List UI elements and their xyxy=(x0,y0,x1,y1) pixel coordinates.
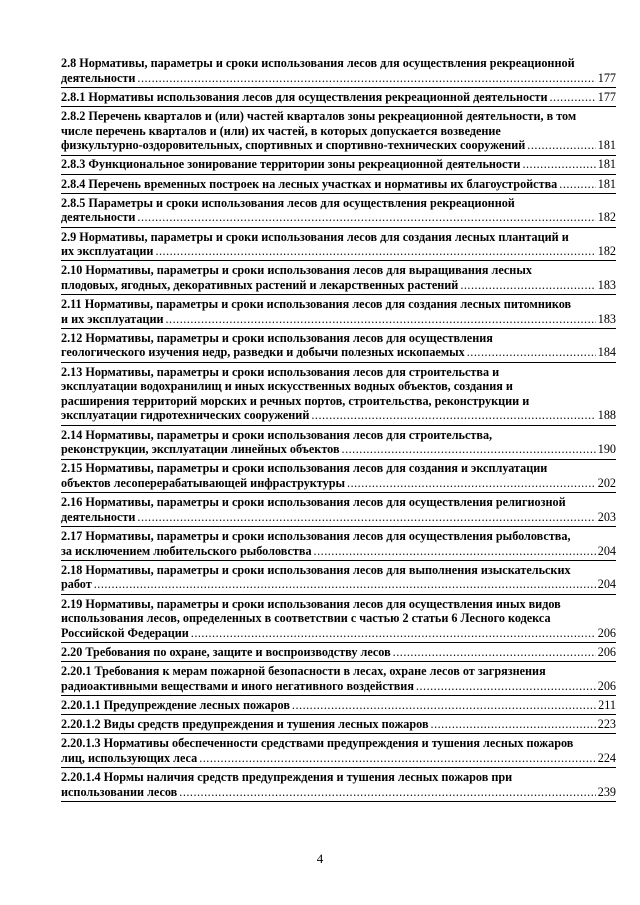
toc-entry[interactable] xyxy=(61,196,616,225)
toc-entry[interactable] xyxy=(61,736,616,765)
entry-divider xyxy=(61,714,616,715)
entry-divider xyxy=(61,294,616,295)
toc-page-number: 206 xyxy=(597,625,616,640)
entry-divider xyxy=(61,260,616,261)
toc-entry[interactable] xyxy=(61,664,616,693)
toc-entry[interactable] xyxy=(61,157,616,172)
dot-leader xyxy=(137,71,595,86)
toc-entry[interactable] xyxy=(61,428,616,457)
toc-entry-line: числе перечень кварталов и (или) их частей, в которых допускается возведение xyxy=(61,123,501,138)
toc-entry-line: радиоактивными веществами и иного негативного воздействия xyxy=(61,678,414,693)
dot-leader xyxy=(199,751,596,766)
entry-divider xyxy=(61,174,616,175)
dot-leader xyxy=(431,717,596,732)
entry-divider xyxy=(61,155,616,156)
toc-entry[interactable] xyxy=(61,770,616,799)
toc-entry-line: 2.8.1 Нормативы использования лесов для осуществления рекреационной деятельности xyxy=(61,89,548,104)
toc-entry-line: лиц, использующих леса xyxy=(61,750,198,765)
toc-entry-line: работ xyxy=(61,577,92,592)
dot-leader xyxy=(191,626,596,641)
dot-leader xyxy=(94,577,596,592)
dot-leader xyxy=(416,679,596,694)
toc-page-number: 206 xyxy=(597,678,616,693)
toc-entry[interactable] xyxy=(61,698,616,713)
toc-entry-line: 2.8 Нормативы, параметры и сроки использования лесов для осуществления рекреационной xyxy=(61,56,575,70)
entry-divider xyxy=(61,106,616,107)
entry-divider xyxy=(61,425,616,426)
dot-leader xyxy=(522,157,595,172)
entry-divider xyxy=(61,227,616,228)
toc-page-number: 182 xyxy=(597,244,616,259)
toc-entry-line: 2.19 Нормативы, параметры и сроки использования лесов для осуществления иных видов xyxy=(61,596,561,611)
toc-entry[interactable] xyxy=(61,263,616,292)
entry-divider xyxy=(61,328,616,329)
toc-entry-line: 2.11 Нормативы, параметры и сроки использования лесов для создания лесных питомников xyxy=(61,297,572,312)
toc-page-number: 188 xyxy=(597,408,616,423)
toc-page-number: 177 xyxy=(597,89,616,104)
toc-entry[interactable] xyxy=(61,461,616,490)
table-of-contents xyxy=(61,56,616,804)
dot-leader xyxy=(179,785,595,800)
toc-page-number: 177 xyxy=(597,70,616,85)
toc-page-number: 239 xyxy=(597,784,616,799)
entry-divider xyxy=(61,642,616,643)
toc-page-number: 204 xyxy=(597,543,616,558)
toc-entry-line: 2.20.1.4 Нормы наличия средств предупреждения и тушения лесных пожаров при xyxy=(61,770,513,784)
toc-entry[interactable] xyxy=(61,495,616,524)
entry-divider xyxy=(61,560,616,561)
toc-entry-line: 2.15 Нормативы, параметры и сроки использования лесов для создания и эксплуатации xyxy=(61,461,548,476)
toc-entry-line: физкультурно-оздоровительных, спортивных и спортивно-технических сооружений xyxy=(61,138,526,153)
toc-entry[interactable] xyxy=(61,597,616,641)
dot-leader xyxy=(347,476,596,491)
dot-leader xyxy=(393,645,596,660)
toc-entry[interactable] xyxy=(61,529,616,558)
toc-page-number: 183 xyxy=(597,277,616,292)
entry-divider xyxy=(61,87,616,88)
toc-entry[interactable] xyxy=(61,90,616,105)
toc-page-number: 211 xyxy=(598,697,616,712)
toc-entry-line: эксплуатации водохранилищ и иных искусственных водных объектов, создания и xyxy=(61,379,513,394)
dot-leader xyxy=(166,312,596,327)
toc-entry[interactable] xyxy=(61,331,616,360)
toc-entry[interactable] xyxy=(61,365,616,423)
toc-page-number: 184 xyxy=(597,345,616,360)
toc-entry-line: 2.20 Требования по охране, защите и воспроизводству лесов xyxy=(61,644,391,659)
toc-entry[interactable] xyxy=(61,230,616,259)
dot-leader xyxy=(460,278,595,293)
toc-entry[interactable] xyxy=(61,717,616,732)
toc-entry[interactable] xyxy=(61,109,616,153)
dot-leader xyxy=(137,210,595,225)
entry-divider xyxy=(61,733,616,734)
toc-entry-line: 2.9 Нормативы, параметры и сроки использования лесов для создания лесных плантаций и xyxy=(61,229,569,244)
entry-divider xyxy=(61,801,616,802)
toc-entry-line: 2.10 Нормативы, параметры и сроки использования лесов для выращивания лесных xyxy=(61,263,532,278)
toc-entry-line: 2.14 Нормативы, параметры и сроки использования лесов для строительства, xyxy=(61,427,493,442)
toc-page-number: 181 xyxy=(597,138,616,153)
toc-entry-line: 2.20.1.1 Предупреждение лесных пожаров xyxy=(61,697,290,712)
toc-entry-line: 2.20.1 Требования к мерам пожарной безопасности в лесах, охране лесов от загрязнения xyxy=(61,664,546,679)
toc-entry-line: и их эксплуатации xyxy=(61,311,164,326)
dot-leader xyxy=(559,177,595,192)
toc-entry-line: геологического изучения недр, разведки и добычи полезных ископаемых xyxy=(61,345,465,360)
toc-entry-line: 2.20.1.3 Нормативы обеспеченности средствами предупреждения и тушения лесных пожаров xyxy=(61,736,574,751)
toc-entry-line: деятельности xyxy=(61,210,136,225)
toc-entry-line: 2.16 Нормативы, параметры и сроки использования лесов для осуществления религиозной xyxy=(61,495,566,510)
dot-leader xyxy=(467,345,596,360)
toc-entry-line: использования лесов, определенных в соответствии с частью 2 статьи 6 Лесного кодекса xyxy=(61,611,551,626)
toc-entry-line: 2.18 Нормативы, параметры и сроки использования лесов для выполнения изыскательских xyxy=(61,562,571,577)
toc-entry-line: эксплуатации гидротехнических сооружений xyxy=(61,408,310,423)
entry-divider xyxy=(61,362,616,363)
toc-entry[interactable] xyxy=(61,56,616,85)
dot-leader xyxy=(137,510,595,525)
toc-page-number: 202 xyxy=(597,475,616,490)
dot-leader xyxy=(342,442,596,457)
toc-entry-line: за исключением любительского рыболовства xyxy=(61,543,312,558)
toc-entry-line: деятельности xyxy=(61,70,136,85)
toc-entry-line: 2.12 Нормативы, параметры и сроки использования лесов для осуществления xyxy=(61,330,493,345)
entry-divider xyxy=(61,661,616,662)
toc-page-number: 204 xyxy=(597,577,616,592)
toc-entry-line: Российской Федерации xyxy=(61,625,189,640)
toc-page-number: 223 xyxy=(597,717,616,732)
toc-page-number: 206 xyxy=(597,644,616,659)
toc-entry-line: деятельности xyxy=(61,509,136,524)
entry-divider xyxy=(61,193,616,194)
toc-entry-line: 2.8.4 Перечень временных построек на лесных участках и нормативы их благоустройства xyxy=(61,176,558,191)
toc-entry-line: 2.17 Нормативы, параметры и сроки использования лесов для осуществления рыболовства, xyxy=(61,528,571,543)
toc-entry-line: 2.8.2 Перечень кварталов и (или) частей кварталов зоны рекреационной деятельности, в том xyxy=(61,108,577,123)
entry-divider xyxy=(61,594,616,595)
toc-entry[interactable] xyxy=(61,297,616,326)
toc-entry-line: их эксплуатации xyxy=(61,244,154,259)
dot-leader xyxy=(311,408,595,423)
entry-divider xyxy=(61,767,616,768)
page-number: 4 xyxy=(316,851,324,866)
toc-entry-line: расширения территорий морских и речных портов, строительства, реконструкции и xyxy=(61,393,530,408)
dot-leader xyxy=(314,544,596,559)
dot-leader xyxy=(527,138,595,153)
toc-page-number: 182 xyxy=(597,210,616,225)
toc-page-number: 190 xyxy=(597,442,616,457)
entry-divider xyxy=(61,492,616,493)
toc-page-number: 183 xyxy=(597,311,616,326)
toc-entry[interactable] xyxy=(61,177,616,192)
toc-entry-line: плодовых, ягодных, декоративных растений и лекарственных растений xyxy=(61,277,459,292)
toc-entry-line: 2.13 Нормативы, параметры и сроки использования лесов для строительства и xyxy=(61,364,500,379)
entry-divider xyxy=(61,459,616,460)
toc-entry-line: 2.8.3 Функциональное зонирование территории зоны рекреационной деятельности xyxy=(61,157,521,172)
toc-page-number: 181 xyxy=(597,157,616,172)
toc-page-number: 203 xyxy=(597,509,616,524)
dot-leader xyxy=(292,698,596,713)
toc-entry-line: 2.20.1.2 Виды средств предупреждения и тушения лесных пожаров xyxy=(61,717,429,732)
toc-entry-line: объектов лесоперерабатывающей инфраструктуры xyxy=(61,475,346,490)
toc-entry[interactable] xyxy=(61,563,616,592)
entry-divider xyxy=(61,695,616,696)
entry-divider xyxy=(61,526,616,527)
toc-entry-line: реконструкции, эксплуатации линейных объектов xyxy=(61,442,340,457)
dot-leader xyxy=(550,90,596,105)
toc-entry-line: использовании лесов xyxy=(61,784,178,799)
dot-leader xyxy=(155,244,595,259)
toc-entry[interactable] xyxy=(61,645,616,660)
toc-page-number: 181 xyxy=(597,176,616,191)
toc-entry-line: 2.8.5 Параметры и сроки использования лесов для осуществления рекреационной xyxy=(61,195,515,210)
toc-page-number: 224 xyxy=(597,750,616,765)
